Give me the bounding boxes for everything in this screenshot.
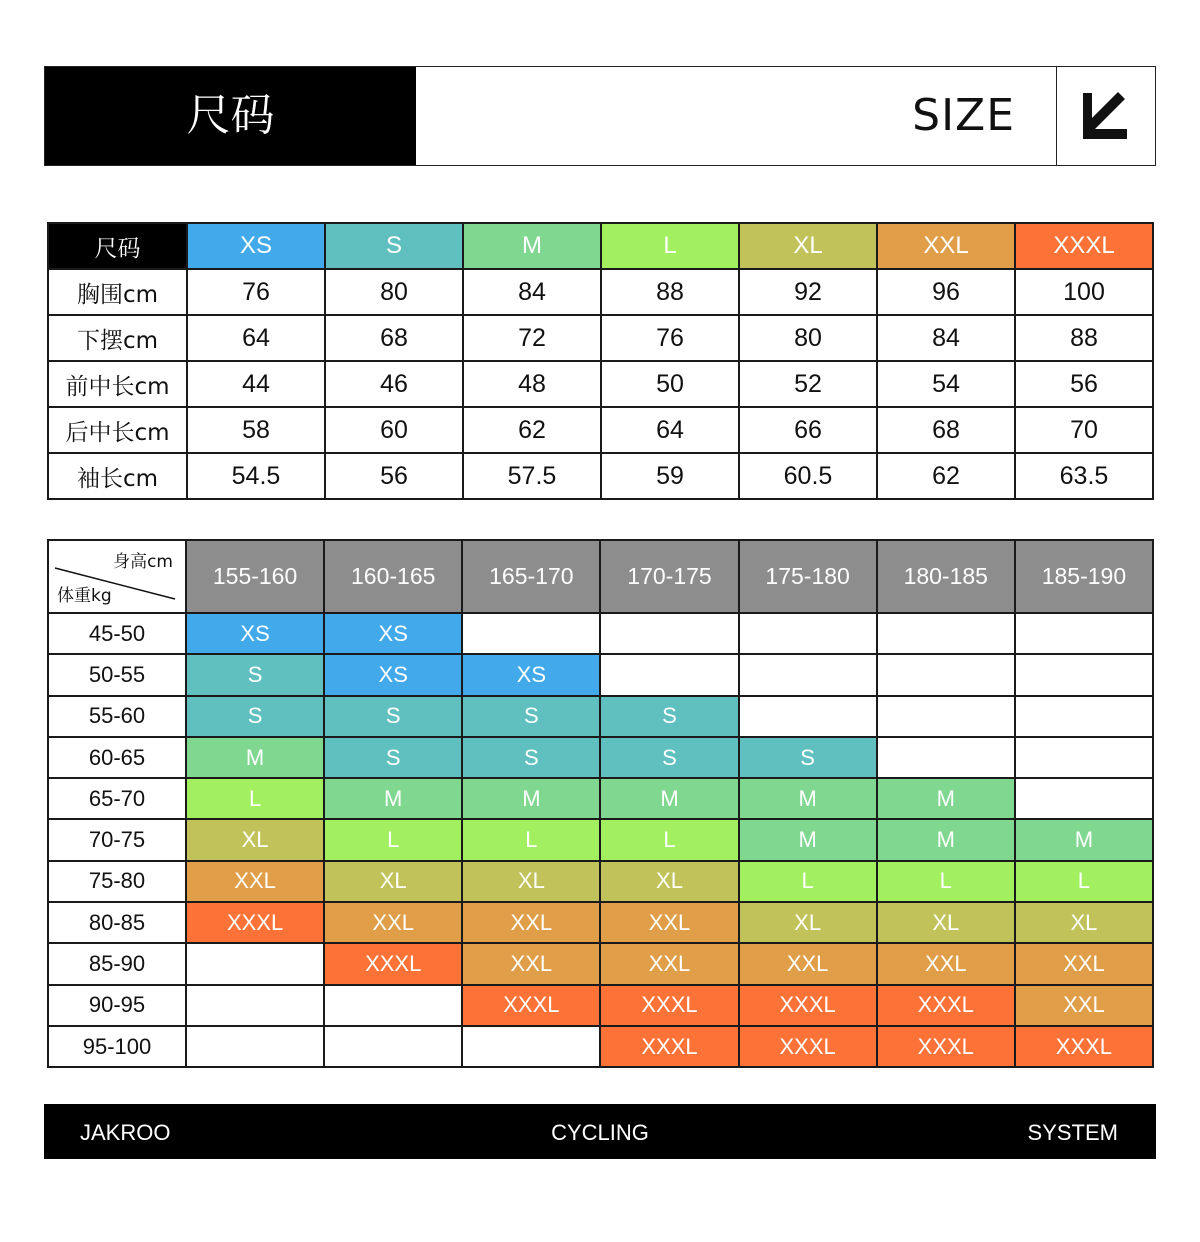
fit-corner-cell [48,540,186,613]
measurement-label: 袖长cm [48,453,187,499]
measurement-value: 52 [739,361,877,407]
height-header-180-185: 180-185 [877,540,1015,613]
measurement-value: 80 [739,315,877,361]
recommended-size-cell: S [186,696,324,737]
recommended-size-cell: M [739,778,877,819]
fit-row [48,613,1153,654]
footer-brand: JAKROO [80,1120,171,1145]
measurement-row [48,315,1153,361]
weight-axis-label: 体重kg [57,586,112,606]
fit-row [48,696,1153,737]
measurement-value: 70 [1015,407,1153,453]
empty-size-cell [324,1026,462,1067]
recommended-size-cell: S [324,737,462,778]
empty-size-cell [186,1026,324,1067]
empty-size-cell [739,613,877,654]
fit-row [48,819,1153,860]
measurement-value: 44 [187,361,325,407]
measurement-row [48,453,1153,499]
empty-size-cell [600,613,738,654]
empty-size-cell [600,654,738,695]
recommended-size-cell: L [1015,861,1153,902]
recommended-size-cell: M [1015,819,1153,860]
size-header-xl: XL [739,223,877,269]
recommended-size-cell: XXXL [600,1026,738,1067]
recommended-size-cell: M [462,778,600,819]
empty-size-cell [186,985,324,1026]
size-banner [44,66,1156,166]
recommended-size-cell: XS [462,654,600,695]
empty-size-cell [877,654,1015,695]
measurement-value: 59 [601,453,739,499]
recommended-size-cell: S [462,737,600,778]
size-header-m: M [463,223,601,269]
measurement-label: 前中长cm [48,361,187,407]
recommended-size-cell: XXXL [186,902,324,943]
size-header-s: S [325,223,463,269]
weight-range-label: 65-70 [48,778,186,819]
recommended-size-cell: XXXL [1015,1026,1153,1067]
recommended-size-cell: XXL [600,943,738,984]
recommended-size-cell: XL [462,861,600,902]
fit-row [48,654,1153,695]
height-header-175-180: 175-180 [739,540,877,613]
measurement-value: 56 [1015,361,1153,407]
measurement-value: 100 [1015,269,1153,315]
height-header-185-190: 185-190 [1015,540,1153,613]
recommended-size-cell: XXL [462,902,600,943]
measurement-value: 84 [877,315,1015,361]
empty-size-cell [1015,654,1153,695]
height-axis-label: 身高cm [113,552,173,572]
recommended-size-cell: L [186,778,324,819]
measurement-value: 68 [325,315,463,361]
recommended-size-cell: L [877,861,1015,902]
weight-range-label: 80-85 [48,902,186,943]
measurement-header-row [48,223,1153,269]
empty-size-cell [1015,778,1153,819]
measurement-value: 56 [325,453,463,499]
recommended-size-cell: XXXL [324,943,462,984]
height-header-170-175: 170-175 [600,540,738,613]
measurement-value: 46 [325,361,463,407]
recommended-size-cell: M [600,778,738,819]
recommended-size-cell: XXL [739,943,877,984]
recommended-size-cell: L [324,819,462,860]
size-header-l: L [601,223,739,269]
recommended-size-cell: XXL [186,861,324,902]
height-header-155-160: 155-160 [186,540,324,613]
empty-size-cell [877,737,1015,778]
measurement-label: 下摆cm [48,315,187,361]
measurement-value: 88 [1015,315,1153,361]
recommended-size-cell: XXL [1015,943,1153,984]
fit-row [48,943,1153,984]
recommended-size-cell: S [186,654,324,695]
measurement-value: 63.5 [1015,453,1153,499]
measurement-value: 84 [463,269,601,315]
footer-system: SYSTEM [1027,1120,1118,1145]
measurement-value: 76 [187,269,325,315]
empty-size-cell [1015,613,1153,654]
measurement-value: 64 [601,407,739,453]
measurement-value: 76 [601,315,739,361]
measurement-label: 胸围cm [48,269,187,315]
banner-title-en: SIZE [912,90,1015,141]
recommended-size-cell: XL [600,861,738,902]
recommended-size-cell: XXL [877,943,1015,984]
recommended-size-cell: XXXL [877,985,1015,1026]
recommended-size-cell: XL [877,902,1015,943]
measurement-value: 50 [601,361,739,407]
empty-size-cell [186,943,324,984]
measurement-corner-label: 尺码 [48,223,187,269]
empty-size-cell [1015,696,1153,737]
weight-range-label: 60-65 [48,737,186,778]
measurement-row [48,407,1153,453]
empty-size-cell [462,613,600,654]
measurement-value: 68 [877,407,1015,453]
recommended-size-cell: XXXL [462,985,600,1026]
measurement-row [48,361,1153,407]
measurement-value: 60 [325,407,463,453]
weight-range-label: 75-80 [48,861,186,902]
measurement-table [47,222,1154,500]
measurement-value: 96 [877,269,1015,315]
weight-range-label: 85-90 [48,943,186,984]
fit-row [48,902,1153,943]
fit-row [48,861,1153,902]
measurement-value: 54 [877,361,1015,407]
measurement-value: 66 [739,407,877,453]
recommended-size-cell: S [600,737,738,778]
empty-size-cell [1015,737,1153,778]
recommended-size-cell: L [462,819,600,860]
measurement-value: 92 [739,269,877,315]
recommended-size-cell: XS [186,613,324,654]
recommended-size-cell: XL [739,902,877,943]
measurement-value: 62 [877,453,1015,499]
recommended-size-cell: XS [324,613,462,654]
fit-row [48,985,1153,1026]
weight-range-label: 95-100 [48,1026,186,1067]
height-header-160-165: 160-165 [324,540,462,613]
measurement-label: 后中长cm [48,407,187,453]
height-header-165-170: 165-170 [462,540,600,613]
weight-range-label: 45-50 [48,613,186,654]
recommended-size-cell: M [186,737,324,778]
recommended-size-cell: S [324,696,462,737]
recommended-size-cell: S [600,696,738,737]
recommended-size-cell: XXXL [600,985,738,1026]
empty-size-cell [739,654,877,695]
arrow-down-left-icon [1079,91,1131,143]
measurement-value: 60.5 [739,453,877,499]
weight-range-label: 70-75 [48,819,186,860]
size-header-xs: XS [187,223,325,269]
recommended-size-cell: XXL [462,943,600,984]
size-header-xxl: XXL [877,223,1015,269]
measurement-value: 80 [325,269,463,315]
recommended-size-cell: XL [186,819,324,860]
banner-title-cn: 尺码 [45,67,416,165]
weight-range-label: 55-60 [48,696,186,737]
recommended-size-cell: XXL [324,902,462,943]
empty-size-cell [462,1026,600,1067]
weight-range-label: 90-95 [48,985,186,1026]
recommended-size-cell: XL [324,861,462,902]
banner-icon-box [1056,67,1155,165]
recommended-size-cell: XXXL [877,1026,1015,1067]
measurement-value: 57.5 [463,453,601,499]
measurement-row [48,269,1153,315]
fit-header-row [48,540,1153,613]
measurement-value: 64 [187,315,325,361]
measurement-value: 72 [463,315,601,361]
recommended-size-cell: M [877,819,1015,860]
recommended-size-cell: S [739,737,877,778]
weight-range-label: 50-55 [48,654,186,695]
measurement-value: 54.5 [187,453,325,499]
empty-size-cell [739,696,877,737]
recommended-size-cell: L [600,819,738,860]
recommended-size-cell: XXXL [739,985,877,1026]
empty-size-cell [877,613,1015,654]
footer-category: CYCLING [551,1120,649,1145]
recommended-size-cell: XS [324,654,462,695]
recommended-size-cell: XXL [1015,985,1153,1026]
measurement-value: 58 [187,407,325,453]
recommended-size-cell: XL [1015,902,1153,943]
fit-row [48,737,1153,778]
recommended-size-cell: M [877,778,1015,819]
empty-size-cell [324,985,462,1026]
empty-size-cell [877,696,1015,737]
recommended-size-cell: M [739,819,877,860]
recommended-size-cell: XXL [600,902,738,943]
recommended-size-cell: L [739,861,877,902]
measurement-value: 62 [463,407,601,453]
recommended-size-cell: S [462,696,600,737]
measurement-value: 88 [601,269,739,315]
fit-row [48,1026,1153,1067]
brand-footer [44,1104,1156,1159]
fit-chart-table [47,539,1154,1068]
recommended-size-cell: M [324,778,462,819]
fit-row [48,778,1153,819]
measurement-value: 48 [463,361,601,407]
recommended-size-cell: XXXL [739,1026,877,1067]
size-header-xxxl: XXXL [1015,223,1153,269]
